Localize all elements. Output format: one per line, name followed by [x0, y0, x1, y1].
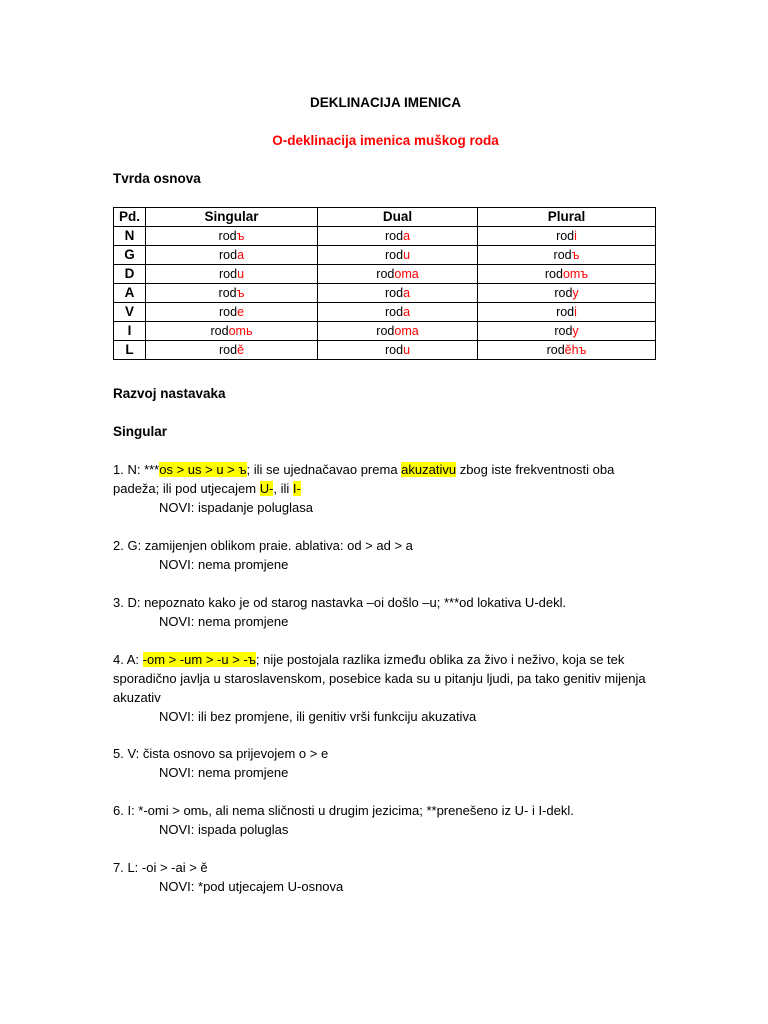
item-genitive [113, 536, 658, 574]
table-row [114, 265, 656, 284]
highlight: akuzativu [401, 462, 457, 477]
table-row [114, 322, 656, 341]
word-stem: rod [218, 229, 237, 243]
section-heading-razvoj-nastavaka: Razvoj nastavaka [113, 386, 226, 401]
item-accusative [113, 650, 658, 726]
table-header-row [114, 208, 656, 227]
word-ending: omь [228, 324, 253, 338]
table-cell [478, 265, 656, 284]
document-subtitle: O-deklinacija imenica muškog roda [272, 133, 499, 148]
document-title: DEKLINACIJA IMENICA [309, 95, 461, 110]
table-cell [478, 303, 656, 322]
word-ending: y [572, 324, 579, 338]
table-row [114, 284, 656, 303]
novi-note: NOVI: nema promjene [159, 557, 289, 572]
word-ending: oma [394, 324, 419, 338]
word-ending: omъ [562, 267, 589, 281]
case-label: N [114, 227, 146, 246]
case-label: A [114, 284, 146, 303]
table-cell [318, 322, 478, 341]
item-text: 3. D: nepoznato kako je od starog nastavka –oi došlo –u; ***od lokativa U-dekl. [113, 595, 567, 610]
word-ending: a [403, 305, 411, 319]
word-ending: ъ [236, 229, 245, 243]
header-plural: Plural [478, 208, 656, 227]
word-stem: rod [384, 286, 404, 300]
table-cell [146, 284, 318, 303]
table-cell [478, 246, 656, 265]
table-row [114, 303, 656, 322]
table-cell [318, 246, 478, 265]
table-cell [478, 322, 656, 341]
item-text: 6. I: *-omi > omь, ali nema sličnosti u drugim jezicima; **prenešeno iz U- i I-dekl. [113, 803, 574, 818]
table-cell [146, 246, 318, 265]
word-stem: rod [556, 229, 575, 243]
table-cell [318, 227, 478, 246]
declension-table [113, 207, 656, 360]
word-ending: u [237, 267, 245, 281]
novi-note: NOVI: nema promjene [159, 765, 289, 780]
novi-note: NOVI: ispadanje poluglasa [159, 500, 313, 515]
word-stem: rod [384, 305, 404, 319]
word-ending: a [403, 229, 411, 243]
table-cell [318, 284, 478, 303]
word-ending: i [574, 305, 577, 319]
item-locative [113, 858, 658, 896]
word-stem: rod [376, 267, 395, 281]
word-stem: rod [376, 324, 395, 338]
table-row [114, 246, 656, 265]
section-heading-singular: Singular [113, 424, 168, 439]
item-dative [113, 593, 658, 631]
word-ending: u [403, 248, 411, 262]
word-stem: rod [218, 248, 238, 262]
item-text: 4. A: -om > -um > -u > -ъ; nije postojala razlika između oblika za živo i neživo, koja se tek sporadično javlja u staroslavenskom, posebice kada su u pitanju ljudi, pa tako genitiv mijenja akuzativ [113, 652, 646, 705]
word-ending: a [237, 248, 245, 262]
item-nominative [113, 460, 658, 517]
word-stem: rod [384, 343, 404, 357]
word-stem: rod [384, 248, 404, 262]
case-label: I [114, 322, 146, 341]
case-label: V [114, 303, 146, 322]
table-cell [478, 284, 656, 303]
item-text: 2. G: zamijenjen oblikom praie. ablativa: od > ad > a [113, 538, 413, 553]
item-vocative [113, 744, 658, 782]
novi-note: NOVI: nema promjene [159, 614, 289, 629]
novi-note: NOVI: ispada poluglas [159, 822, 289, 837]
word-ending: ъ [571, 248, 580, 262]
case-label: L [114, 341, 146, 360]
novi-note: NOVI: ili bez promjene, ili genitiv vrši funkciju akuzativa [159, 709, 477, 724]
word-stem: rod [554, 286, 573, 300]
table-cell [146, 341, 318, 360]
word-stem: rod [546, 343, 565, 357]
highlight: os > us > u > ъ [159, 462, 247, 477]
item-instrumental [113, 801, 658, 839]
word-stem: rod [218, 343, 238, 357]
word-ending: e [237, 305, 245, 319]
novi-note: NOVI: *pod utjecajem U-osnova [159, 879, 344, 894]
word-ending: ъ [236, 286, 245, 300]
header-singular: Singular [146, 208, 318, 227]
table-cell [146, 265, 318, 284]
section-heading-tvrda-osnova: Tvrda osnova [113, 171, 201, 186]
table-cell [478, 341, 656, 360]
word-ending: a [403, 286, 411, 300]
word-ending: oma [394, 267, 419, 281]
word-stem: rod [553, 248, 572, 262]
table-row [114, 341, 656, 360]
header-dual: Dual [318, 208, 478, 227]
table-cell [146, 322, 318, 341]
item-text: 1. N: ***os > us > u > ъ; ili se ujednačavao prema akuzativu zbog iste frekventnosti oba padeža; ili pod utjecajem U-, ili I- [113, 462, 615, 496]
word-stem: rod [218, 286, 237, 300]
word-stem: rod [544, 267, 563, 281]
table-cell [146, 227, 318, 246]
word-stem: rod [384, 229, 404, 243]
word-ending: u [403, 343, 411, 357]
word-stem: rod [218, 267, 238, 281]
word-stem: rod [556, 305, 575, 319]
table-cell [146, 303, 318, 322]
highlight: -om > -um > -u > -ъ [142, 652, 256, 667]
item-text: 5. V: čista osnovo sa prijevojem o > e [113, 746, 329, 761]
word-stem: rod [554, 324, 573, 338]
highlight: I- [292, 481, 301, 496]
table-cell [478, 227, 656, 246]
word-ending: y [572, 286, 579, 300]
word-stem: rod [210, 324, 229, 338]
item-text: 7. L: -oi > -ai > ě [113, 860, 208, 875]
table-cell [318, 303, 478, 322]
word-ending: ě [237, 343, 245, 357]
word-ending: i [574, 229, 577, 243]
case-label: D [114, 265, 146, 284]
word-stem: rod [218, 305, 238, 319]
table-cell [318, 341, 478, 360]
table-cell [318, 265, 478, 284]
header-case: Pd. [114, 208, 146, 227]
word-ending: ěhъ [564, 343, 587, 357]
table-row [114, 227, 656, 246]
highlight: U- [259, 481, 274, 496]
case-label: G [114, 246, 146, 265]
